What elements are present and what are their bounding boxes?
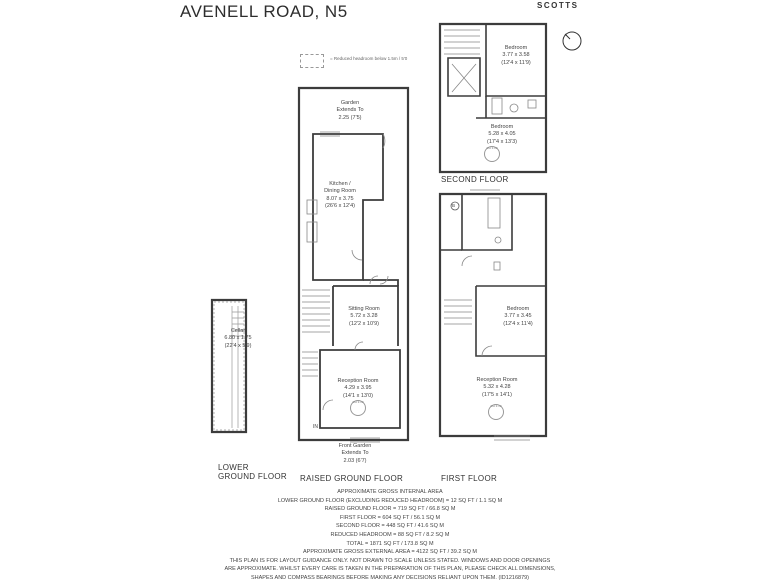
- room-imperial: (17'5 x 14'1): [482, 391, 512, 398]
- room-metric: 3.77 x 3.58: [502, 52, 530, 59]
- room-name: Reception Room: [476, 377, 518, 383]
- room-name: Cellar: [230, 328, 246, 334]
- room-bedroom-first: [490, 306, 546, 328]
- room-reception-first: [462, 377, 532, 399]
- room-line2: Extends To: [336, 107, 364, 114]
- note-line: SECOND FLOOR = 448 SQ FT / 41.6 SQ M: [336, 523, 444, 530]
- room-metric: 5.72 x 3.28: [350, 313, 378, 320]
- floor-label-lower-ground: [218, 463, 287, 481]
- room-name: Bedroom: [490, 124, 514, 130]
- room-metric: 3.77 x 3.45: [504, 313, 532, 320]
- room-reception-raised: [323, 378, 393, 400]
- floor-label-raised-ground: RAISED GROUND FLOOR: [300, 474, 404, 483]
- floor-label-first: FIRST FLOOR: [441, 474, 498, 483]
- area-notes: [200, 488, 580, 583]
- room-imperial: (12'2 x 10'9): [349, 320, 379, 327]
- room-imperial: (12'4 x 11'9): [501, 59, 531, 66]
- note-line: APPROXIMATE GROSS INTERNAL AREA: [337, 489, 443, 495]
- note-line: LOWER GROUND FLOOR (EXCLUDING REDUCED HEADROOM) = 12 SQ FT / 1.1 SQ M: [277, 497, 503, 504]
- legend-text: = Reduced headroom below 1.5m / 5'0: [330, 56, 408, 61]
- room-imperial: (12'4 x 11'4): [503, 320, 533, 327]
- room-name: Front Garden: [338, 443, 372, 449]
- note-line: FIRST FLOOR = 604 SQ FT / 56.1 SQ M: [339, 514, 441, 521]
- room-imperial: (26'6 x 12'4): [325, 203, 355, 210]
- ceiling-height-marker: CH 3.00: [484, 146, 500, 162]
- floor-label-second: SECOND FLOOR: [441, 175, 509, 184]
- ceiling-height-marker: CH 3.10: [350, 400, 366, 416]
- boiler-marker: B: [452, 203, 456, 208]
- room-cellar: [212, 328, 264, 350]
- room-metric: 6.80 x 1.75: [224, 335, 252, 342]
- room-metric: 2.25 (7'5): [338, 114, 362, 121]
- room-name-2: Dining Room: [324, 188, 356, 195]
- note-line: REDUCED HEADROOM = 88 SQ FT / 8.2 SQ M: [330, 531, 450, 538]
- note-line: ARE APPROXIMATE. WHILST EVERY CARE IS TAKEN IN THE PREPARATION OF THIS PLAN, PLEASE CHECK ALL DIMENSIONS,: [224, 566, 556, 573]
- note-line: APPROXIMATE GROSS EXTERNAL AREA = 4122 SQ FT / 39.2 SQ M: [303, 549, 477, 556]
- rear-garden-label: [315, 100, 385, 122]
- note-line: SHAPES AND COMPASS BEARINGS BEFORE MAKING ANY DECISIONS RELIANT UPON THEM. (ID1216879): [250, 574, 530, 581]
- room-name: Bedroom: [504, 45, 528, 51]
- room-imperial: (14'1 x 13'0): [343, 392, 373, 399]
- room-name: Kitchen /: [329, 181, 351, 187]
- room-imperial: (22'4 x 5'9): [224, 342, 252, 349]
- room-line2: Extends To: [341, 450, 369, 457]
- room-name: Bedroom: [506, 306, 530, 312]
- room-imperial: (17'4 x 13'3): [487, 138, 517, 145]
- floor-label-line2: GROUND FLOOR: [218, 472, 287, 481]
- note-line: THIS PLAN IS FOR LAYOUT GUIDANCE ONLY. NOT DRAWN TO SCALE UNLESS STATED. WINDOWS AND DOOR OPENINGS: [229, 557, 551, 564]
- floor-label-line1: LOWER: [218, 463, 249, 472]
- room-sitting: [332, 306, 396, 328]
- agent-brand: SCOTTS: [537, 1, 579, 10]
- room-metric: 2.03 (6'7): [343, 457, 367, 464]
- front-garden-label: [320, 443, 390, 465]
- room-name: Sitting Room: [348, 306, 380, 312]
- room-metric: 5.28 x 4.05: [488, 131, 516, 138]
- property-title: AVENELL ROAD, N5: [180, 2, 348, 21]
- note-line: TOTAL = 1871 SQ FT / 173.8 SQ M: [346, 540, 434, 547]
- ceiling-height-marker: CH 3.10: [488, 404, 504, 420]
- room-metric: 8.07 x 3.75: [326, 195, 354, 202]
- room-bedroom-second-a: [488, 45, 544, 67]
- room-metric: 4.29 x 3.95: [344, 385, 372, 392]
- room-metric: 5.32 x 4.28: [483, 384, 511, 391]
- room-bedroom-second-b: [472, 124, 532, 146]
- room-kitchen-dining: [305, 181, 375, 211]
- room-name: Garden: [340, 100, 360, 106]
- note-line: RAISED GROUND FLOOR = 719 SQ FT / 66.8 SQ M: [324, 506, 456, 513]
- room-name: Reception Room: [337, 378, 379, 384]
- entrance-marker: IN: [313, 424, 318, 430]
